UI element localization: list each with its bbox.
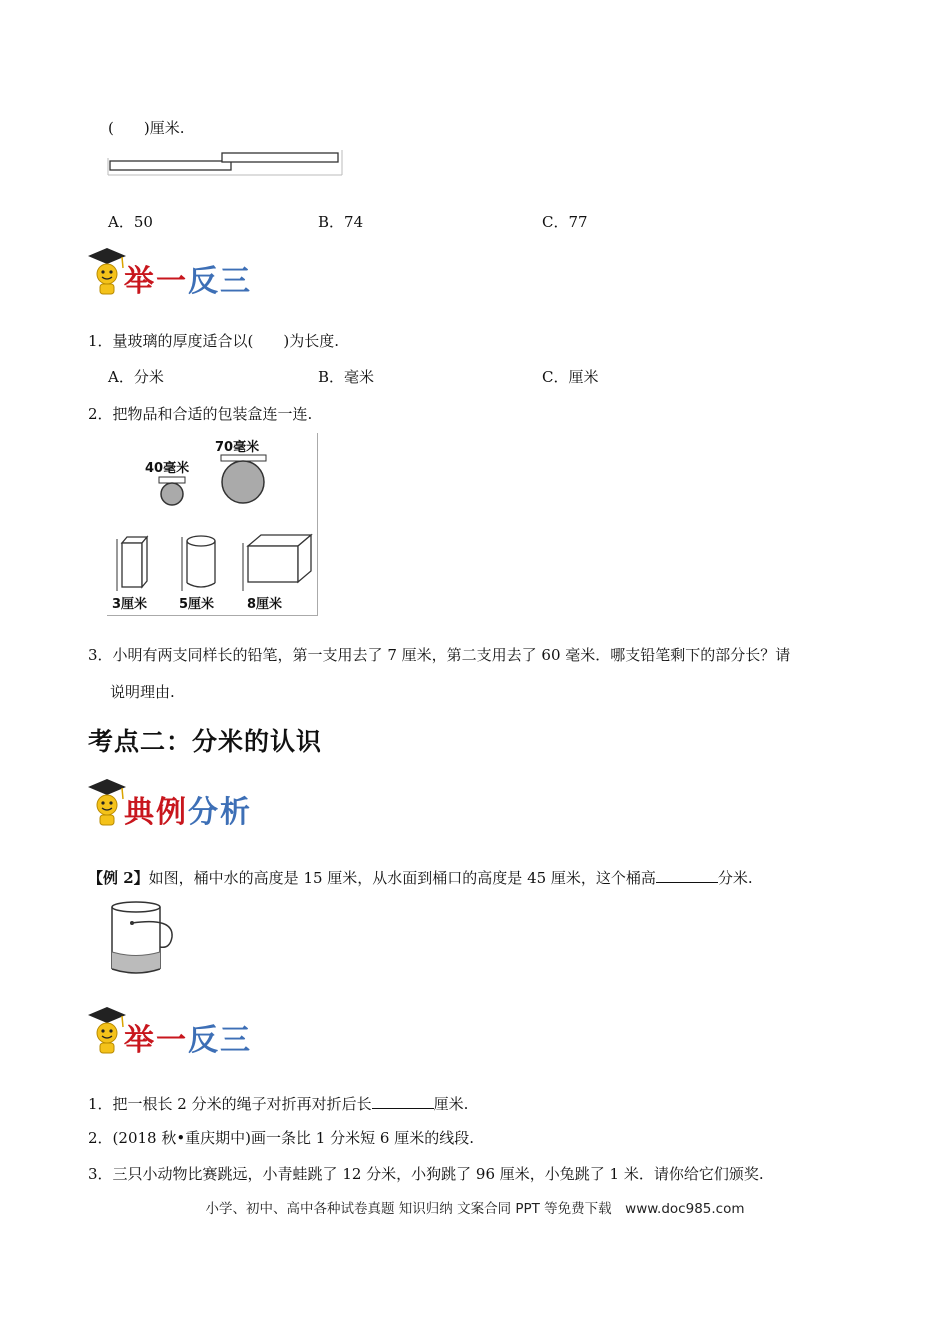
section-badge-example (86, 775, 266, 831)
badge-char: 三 (220, 1023, 252, 1058)
badge-char: 典 (124, 795, 156, 830)
answer-blank[interactable] (656, 867, 718, 883)
option-c[interactable]: C．77 (542, 213, 588, 231)
example2-text: 如图，桶中水的高度是 15 厘米，从水面到桶口的高度是 45 厘米，这个桶高 (148, 869, 656, 887)
bars-figure (106, 150, 346, 180)
practice2-q1-text: 1．把一根长 2 分米的绳子对折再对折后长 (88, 1095, 372, 1113)
practice1-q1: 1．量玻璃的厚度适合以( )为长度. (88, 332, 340, 350)
section-badge-practice (86, 1003, 266, 1059)
section-badge-practice (86, 244, 266, 300)
practice2-q2: 2．(2018 秋•重庆期中)画一条比 1 分米短 6 厘米的线段. (88, 1129, 474, 1147)
graduate-mascot-icon (86, 244, 128, 300)
practice2-q3: 3．三只小动物比赛跳远，小青蛙跳了 12 分米，小狗跳了 96 厘米，小兔跳了 1 米．请你给它们颁奖. (88, 1165, 764, 1183)
badge-char: 反 (188, 1023, 220, 1058)
badge-char: 分 (188, 795, 220, 830)
practice1-q1-option-b[interactable]: B．毫米 (318, 368, 375, 386)
matching-figure (107, 433, 318, 616)
practice1-q2: 2．把物品和合适的包装盒连一连. (88, 405, 313, 423)
ball-large-label: 70毫米 (215, 440, 260, 455)
badge-char: 一 (156, 1023, 188, 1058)
option-b[interactable]: B．74 (318, 213, 364, 231)
section-heading: 考点二：分米的认识 (88, 727, 323, 756)
badge-char: 一 (156, 264, 188, 299)
practice2-q1-unit: 厘米. (433, 1095, 469, 1113)
practice2-q1 (88, 1093, 468, 1114)
box-label-5cm: 5厘米 (179, 597, 215, 612)
box-label-3cm: 3厘米 (112, 597, 148, 612)
badge-char: 举 (124, 264, 156, 299)
graduate-mascot-icon (86, 1003, 128, 1059)
practice1-q1-option-a[interactable]: A．分米 (108, 368, 164, 386)
answer-blank[interactable] (372, 1093, 434, 1109)
graduate-mascot-icon (86, 775, 128, 831)
page-footer: 小学、初中、高中各种试卷真题 知识归纳 文案合同 PPT 等免费下载 www.doc985.com (205, 1201, 745, 1217)
badge-char: 例 (156, 795, 188, 830)
practice1-q3-line2: 说明理由. (110, 683, 175, 701)
practice1-q3-line1: 3．小明有两支同样长的铅笔，第一支用去了 7 厘米，第二支用去了 60 毫米．哪支铅笔剩下的部分长？请 (88, 646, 791, 664)
example2-unit: 分米. (717, 869, 753, 887)
badge-char: 析 (220, 795, 252, 830)
bucket-figure (104, 897, 184, 983)
example2-question (88, 867, 753, 888)
ball-small-label: 40毫米 (145, 461, 190, 476)
option-a[interactable]: A．50 (108, 213, 153, 231)
matching-drawing (107, 433, 317, 615)
box-label-8cm: 8厘米 (247, 597, 283, 612)
question-stem: ( )厘米. (108, 119, 185, 137)
badge-char: 反 (188, 264, 220, 299)
example2-tag: 【例 2】 (88, 869, 149, 887)
badge-char: 举 (124, 1023, 156, 1058)
badge-char: 三 (220, 264, 252, 299)
practice1-q1-option-c[interactable]: C．厘米 (542, 368, 599, 386)
